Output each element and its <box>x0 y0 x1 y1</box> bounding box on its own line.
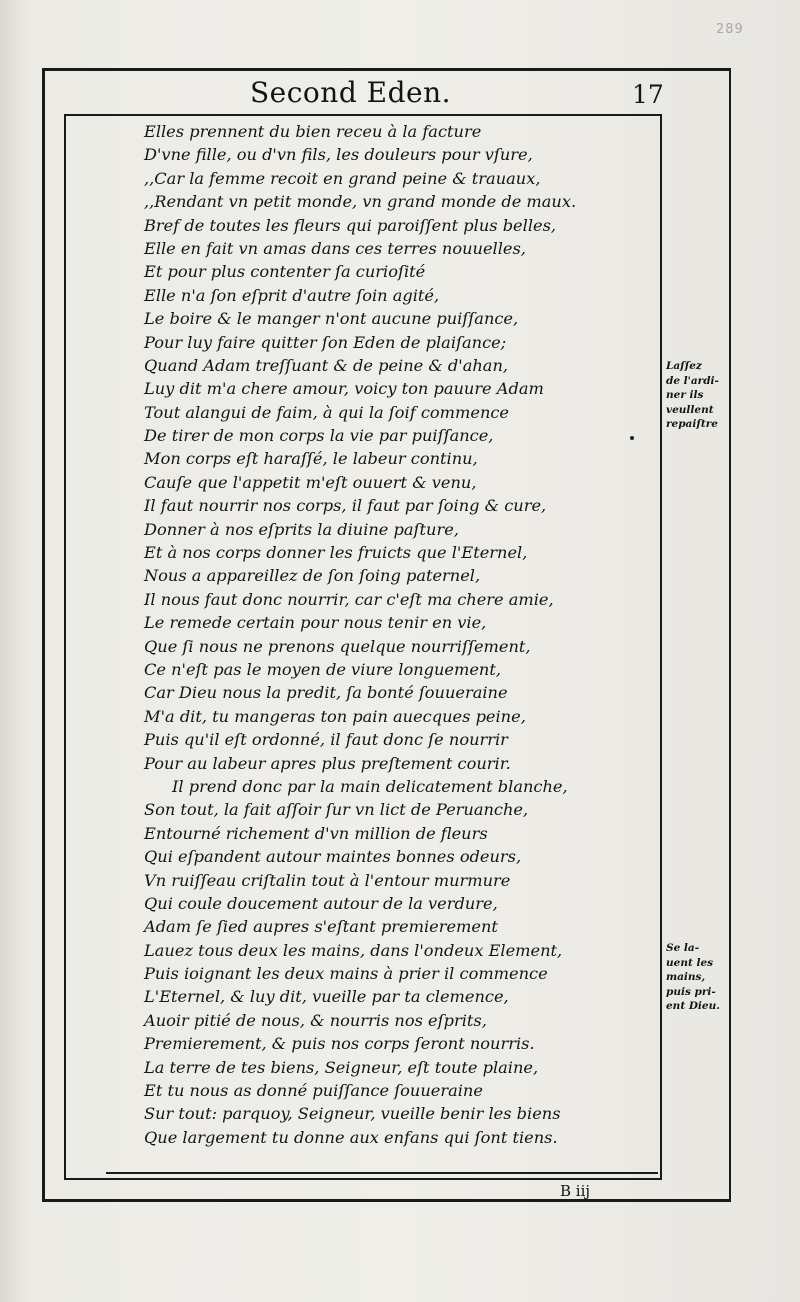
verse-line: Elles prennent du bien receu à la facture <box>144 122 482 141</box>
verse-line: Sur tout: parquoy, Seigneur, vueille benir les biens <box>144 1104 561 1124</box>
marginal-note-line: uent les <box>666 956 714 969</box>
verse-line: Adam ſe ſied aupres s'eſtant premierement <box>144 917 498 937</box>
signature-mark: B iij <box>560 1182 591 1200</box>
verse-line: Et pour plus contenter ſa curioſité <box>144 262 426 282</box>
verse-line: Il prend donc par la main delicatement blanche, <box>172 776 568 796</box>
verse-line: Bref de toutes les fleurs qui paroiſſent plus belles, <box>144 215 557 235</box>
verse-line: M'a dit, tu mangeras ton pain auecques peine, <box>144 706 526 726</box>
verse-line: De tirer de mon corps la vie par puiſſance, <box>144 426 494 446</box>
verse-line: Quand Adam treſſuant & de peine & d'ahan, <box>144 355 509 375</box>
verse-line: Le remede certain pour nous tenir en vie, <box>144 613 487 633</box>
marginal-note-1 <box>666 359 738 432</box>
marginal-note-line: veullent <box>666 403 714 416</box>
verse-line: Pour au labeur apres plus preſtement courir. <box>144 753 511 773</box>
verse-line: Son tout, la fait aſſoir ſur vn lict de Peruanche, <box>144 800 529 820</box>
verse-line: Lauez tous deux les mains, dans l'ondeux Element, <box>144 940 563 960</box>
verse-line: Luy dit m'a chere amour, voicy ton pauure Adam <box>144 379 544 399</box>
marginal-note-line: Laſſez <box>666 360 702 372</box>
verse-line: La terre de tes biens, Seigneur, eſt toute plaine, <box>144 1057 539 1077</box>
verse-line: Puis qu'il eſt ordonné, il faut donc ſe nourrir <box>144 730 508 750</box>
verse-line: Elle en fait vn amas dans ces terres nouuelles, <box>144 238 526 258</box>
verse-line: Et à nos corps donner les fruicts que l'Eternel, <box>144 543 528 563</box>
marginal-note-line: de l'ardi- <box>666 374 719 387</box>
verse-line: Cauſe que l'appetit m'eſt ouuert & venu, <box>144 472 477 492</box>
verse-line: Donner à nos eſprits la diuine paſture, <box>144 519 459 539</box>
verse-line: Premierement, & puis nos corps ſeront nourris. <box>144 1034 535 1054</box>
verse-line: Puis ioignant les deux mains à prier il commence <box>144 964 548 984</box>
marginal-note-2 <box>666 941 738 1014</box>
marginal-note-line: Se la- <box>666 942 700 954</box>
marginal-note-line: ner ils <box>666 389 704 401</box>
verse-line: L'Eternel, & luy dit, vueille par ta clemence, <box>144 987 509 1007</box>
poem-text-block <box>144 120 654 1149</box>
page-number: 17 <box>632 80 664 109</box>
verse-line: Que largement tu donne aux enfans qui ſont tiens. <box>144 1127 558 1147</box>
verse-line: Entourné richement d'vn million de fleurs <box>144 823 488 843</box>
verse-line: Il nous faut donc nourrir, car c'eſt ma chere amie, <box>144 589 554 609</box>
verse-line: Tout alangui de faim, à qui la ſoif commence <box>144 402 510 422</box>
ink-speck <box>630 436 634 440</box>
verse-line: D'vne fille, ou d'vn fils, les douleurs pour vſure, <box>144 145 533 165</box>
verse-line: Vn ruiſſeau criſtalin tout à l'entour murmure <box>144 870 511 890</box>
running-title: Second Eden. <box>250 76 452 109</box>
verse-line: Qui eſpandent autour maintes bonnes odeurs, <box>144 847 522 867</box>
pencil-folio-number: 289 <box>716 22 744 37</box>
verse-line: Auoir pitié de nous, & nourris nos eſprits, <box>144 1010 487 1030</box>
verse-line: Et tu nous as donné puiſſance ſouueraine <box>144 1081 483 1101</box>
verse-line: Ce n'eſt pas le moyen de viure longuement, <box>144 659 501 679</box>
marginal-note-line: repaiſtre <box>666 418 718 430</box>
verse-line: Elle n'a ſon eſprit d'autre ſoin agité, <box>144 285 440 305</box>
bottom-rule <box>106 1172 658 1174</box>
marginal-note-line: ent Dieu. <box>666 1000 720 1012</box>
verse-line: Il faut nourrir nos corps, il faut par ſoing & cure, <box>144 496 547 516</box>
verse-line: Que ſi nous ne prenons quelque nourriſſement, <box>144 636 531 656</box>
verse-line: Nous a appareillez de ſon ſoing paternel, <box>144 566 481 586</box>
verse-line: Le boire & le manger n'ont aucune puiſſance, <box>144 309 519 329</box>
verse-line: Qui coule doucement autour de la verdure, <box>144 893 498 913</box>
verse-line: ,,Car la femme recoit en grand peine & trauaux, <box>144 168 541 188</box>
verse-line: Mon corps eſt haraſſé, le labeur continu, <box>144 449 478 469</box>
marginal-note-line: puis pri- <box>666 985 716 998</box>
verse-line: Car Dieu nous la predit, ſa bonté ſouueraine <box>144 683 508 703</box>
verse-line: ,,Rendant vn petit monde, vn grand monde de maux. <box>144 192 577 212</box>
marginal-note-line: mains, <box>666 971 706 983</box>
verse-line: Pour luy faire quitter ſon Eden de plaiſance; <box>144 332 507 352</box>
